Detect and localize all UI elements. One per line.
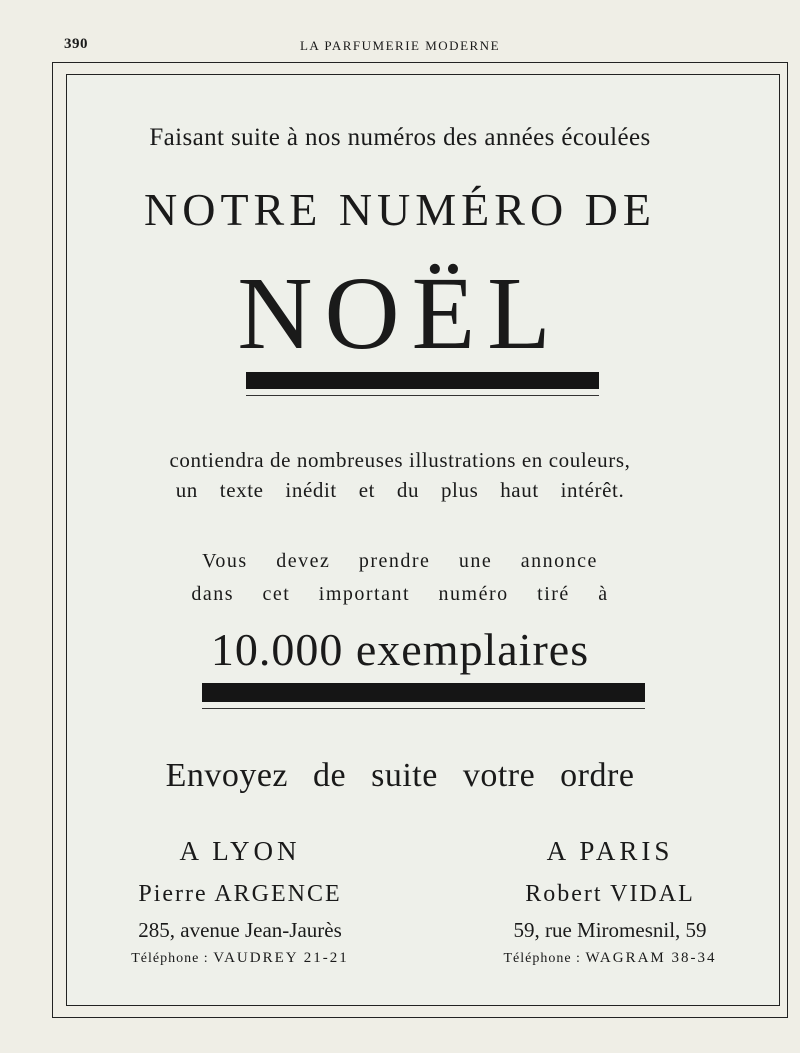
page-number: 390 xyxy=(64,36,88,52)
telephone-label: Téléphone : xyxy=(131,951,209,966)
thin-rule xyxy=(202,708,645,709)
telephone-number: VAUDREY 21-21 xyxy=(213,950,349,966)
intro-line: Faisant suite à nos numéros des années écoulées xyxy=(149,124,651,151)
telephone-label: Téléphone : xyxy=(503,951,581,966)
paris-telephone xyxy=(470,950,750,967)
lyon-address: 285, avenue Jean-Jaurès xyxy=(138,918,342,942)
ask-line-1: Vous devez prendre une annonce xyxy=(202,550,598,572)
copies-count: 10.000 exemplaires xyxy=(210,624,590,675)
lyon-contact-name: Pierre ARGENCE xyxy=(138,881,342,907)
noel-title: NOËL xyxy=(237,256,563,371)
order-line: Envoyez de suite votre ordre xyxy=(165,757,635,794)
paris-address: 59, rue Miromesnil, 59 xyxy=(513,918,707,942)
thin-rule xyxy=(246,395,599,396)
running-title: LA PARFUMERIE MODERNE xyxy=(299,38,501,53)
description-line-1: contiendra de nombreuses illustrations en couleurs, xyxy=(169,448,631,472)
headline: NOTRE NUMÉRO DE xyxy=(144,184,656,235)
paris-city: A PARIS xyxy=(546,836,674,866)
lyon-city: A LYON xyxy=(179,836,301,866)
description-line-2: un texte inédit et du plus haut intérêt. xyxy=(175,478,625,502)
heavy-rule xyxy=(202,683,645,702)
heavy-rule xyxy=(246,372,599,389)
ask-line-2: dans cet important numéro tiré à xyxy=(191,583,609,605)
paris-contact-name: Robert VIDAL xyxy=(525,881,695,907)
page-header xyxy=(0,36,800,56)
lyon-telephone xyxy=(100,950,380,967)
telephone-number: WAGRAM 38-34 xyxy=(585,950,717,966)
